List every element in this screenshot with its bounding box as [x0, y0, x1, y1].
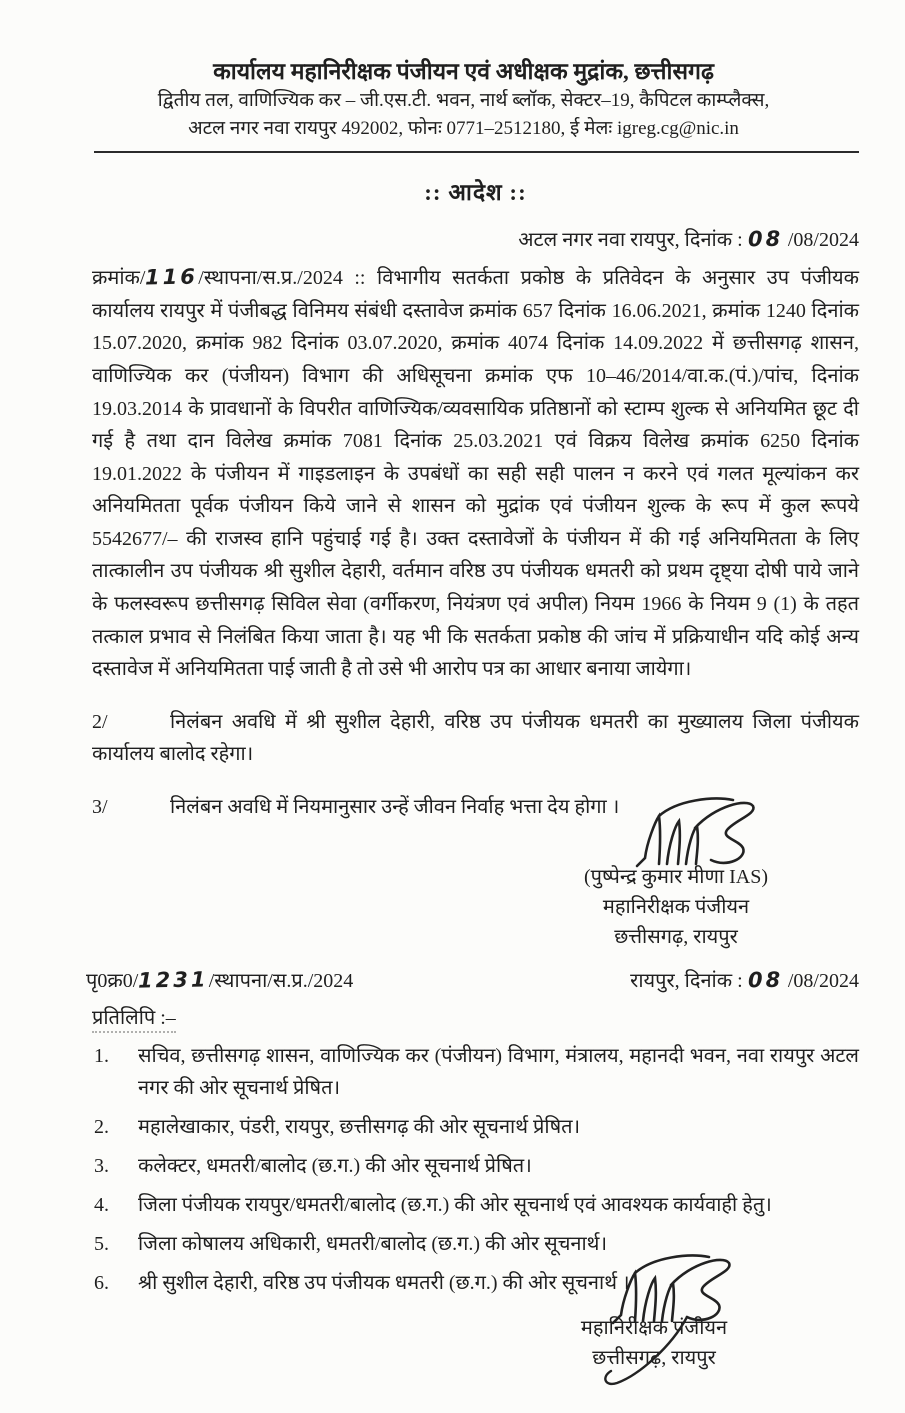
recipients-list	[92, 1040, 859, 1299]
order-para-2	[92, 706, 859, 771]
office-name: कार्यालय महानिरीक्षक पंजीयन एवं अधीक्षक मुद्रांक, छत्तीसगढ़	[213, 59, 714, 84]
letterhead-divider	[94, 151, 859, 153]
recipient-item-3: कलेक्टर, धमतरी/बालोद (छ.ग.) की ओर सूचनार्थ प्रेषित।	[138, 1154, 532, 1177]
para-3-text: निलंबन अवधि में नियमानुसार उन्हें जीवन निर्वाह भत्ता देय होगा ।	[170, 796, 620, 819]
endorsement-date	[630, 966, 859, 993]
endorsement-ref-suffix: /स्थापना/स.प्र./2024	[208, 969, 354, 992]
order-ref-suffix: /स्थापना/स.प्र./2024 ::	[198, 267, 378, 290]
handwritten-day: 08	[747, 226, 784, 252]
signature-block-bottom	[509, 1313, 799, 1373]
signer-name: (पुष्पेन्द्र कुमार मीणा IAS)	[584, 865, 768, 888]
order-title: :: आदेश ::	[424, 180, 527, 206]
handwritten-endorsement-day: 08	[747, 967, 784, 992]
signature-block-top	[521, 862, 831, 952]
dateline-place: अटल नगर नवा रायपुर, दिनांक :	[518, 229, 748, 252]
letterhead	[92, 56, 835, 142]
order-para-3	[92, 791, 859, 824]
endorsement-place: रायपुर, दिनांक :	[630, 969, 748, 992]
recipient-item-1: सचिव, छत्तीसगढ़ शासन, वाणिज्यिक कर (पंजीयन) विभाग, मंत्रालय, महानदी भवन, नवा रायपुर अटल नगर की ओर सूचनार्थ प्रेषित।	[138, 1044, 859, 1099]
order-ref-prefix: क्रमांक/	[92, 267, 146, 290]
recipient-item-2: महालेखाकार, पंडरी, रायपुर, छत्तीसगढ़ की ओर सूचनार्थ प्रेषित।	[138, 1115, 581, 1138]
para-3-number: 3/	[92, 796, 108, 819]
signer-location: छत्तीसगढ़, रायपुर	[592, 1346, 716, 1369]
recipient-item-5: जिला कोषालय अधिकारी, धमतरी/बालोद (छ.ग.) की ओर सूचनार्थ।	[138, 1232, 608, 1255]
handwritten-order-number: 116	[145, 264, 199, 290]
order-body-paragraph	[92, 260, 859, 686]
endorsement-ref	[86, 966, 353, 993]
copy-to-label: प्रतिलिपि :–	[92, 1003, 859, 1030]
recipient-item-6: श्री सुशील देहारी, वरिष्ठ उप पंजीयक धमतरी (छ.ग.) की ओर सूचनार्थ ।	[138, 1271, 630, 1294]
endorsement-date-rest: /08/2024	[782, 969, 859, 992]
para-2-number: 2/	[92, 710, 108, 733]
dateline	[92, 225, 859, 252]
address-line-2: अटल नगर नवा रायपुर 492002, फोनः 0771–2512180, ई मेलः igreg.cg@nic.in	[188, 117, 739, 139]
signer-location: छत्तीसगढ़, रायपुर	[614, 925, 738, 948]
signer-designation: महानिरीक्षक पंजीयन	[580, 1316, 728, 1339]
para-2-text: निलंबन अवधि में श्री सुशील देहारी, वरिष्ठ उप पंजीयक धमतरी का मुख्यालय जिला पंजीयक कार्यालय बालोद रहेगा।	[92, 710, 859, 766]
signer-designation: महानिरीक्षक पंजीयन	[602, 895, 750, 918]
handwritten-endorsement-number: 1231	[138, 967, 209, 993]
dateline-date-rest: /08/2024	[782, 229, 859, 252]
order-body-text: विभागीय सतर्कता प्रकोष्ठ के प्रतिवेदन के अनुसार उप पंजीयक कार्यालय रायपुर में पंजीबद्ध विनिमय संबंधी दस्तावेज क्रमांक 657 दिनांक 16.06.2021, क्रमांक 1240 दिनांक 15.07.2020, क्रमांक 982 दिनांक 03.07.2020, क्रमांक 4074 दिनांक 14.09.2022 में छत्तीसगढ़ शासन, वाणिज्यिक कर (पंजीयन) विभाग की अधिसूचना क्रमांक एफ 10–46/2014/वा.क.(पं.)/पांच, दिनांक 19.03.2014 के प्रावधानों के विपरीत वाणिज्यिक/व्यवसायिक प्रतिष्ठानों को स्टाम्प शुल्क से अनियमित छूट दी गई है तथा दान विलेख क्रमांक 7081 दिनांक 25.03.2021 एवं विक्रय विलेख क्रमांक 6250 दिनांक 19.01.2022 के पंजीयन में गाइडलाइन के उपबंधों का सही सही पालन न करने एवं गलत मूल्यांकन कर अनियमितता पूर्वक पंजीयन किये जाने से शासन को मुद्रांक एवं पंजीयन शुल्क के रूप में कुल रूपये 5542677/– की राजस्व हानि पहुंचाई गई है। उक्त दस्तावेजों के पंजीयन में की गई अनियमितता के लिए तात्कालीन उप पंजीयक श्री सुशील देहारी, वर्तमान वरिष्ठ उप पंजीयक धमतरी को प्रथम दृष्ट्या दोषी पाये जाने के फलस्वरूप छत्तीसगढ़ सिविल सेवा (वर्गीकरण, नियंत्रण एवं अपील) नियम 1966 के नियम 9 (1) के तहत तत्काल प्रभाव से निलंबित किया जाता है। यह भी कि सतर्कता प्रकोष्ठ की जांच में प्रक्रियाधीन यदि कोई अन्य दस्तावेज में अनियमितता पाई जाती है तो उसे भी आरोप पत्र का आधार बनाया जायेगा।	[92, 267, 859, 681]
endorsement-ref-row	[86, 966, 859, 993]
recipient-item-4: जिला पंजीयक रायपुर/धमतरी/बालोद (छ.ग.) की ओर सूचनार्थ एवं आवश्यक कार्यवाही हेतु।	[138, 1193, 772, 1216]
address-line-1: द्वितीय तल, वाणिज्यिक कर – जी.एस.टी. भवन, नार्थ ब्लॉक, सेक्टर–19, कैपिटल काम्प्लैक्स,	[157, 90, 770, 112]
endorsement-ref-prefix: पृ0क्र0/	[86, 969, 139, 992]
